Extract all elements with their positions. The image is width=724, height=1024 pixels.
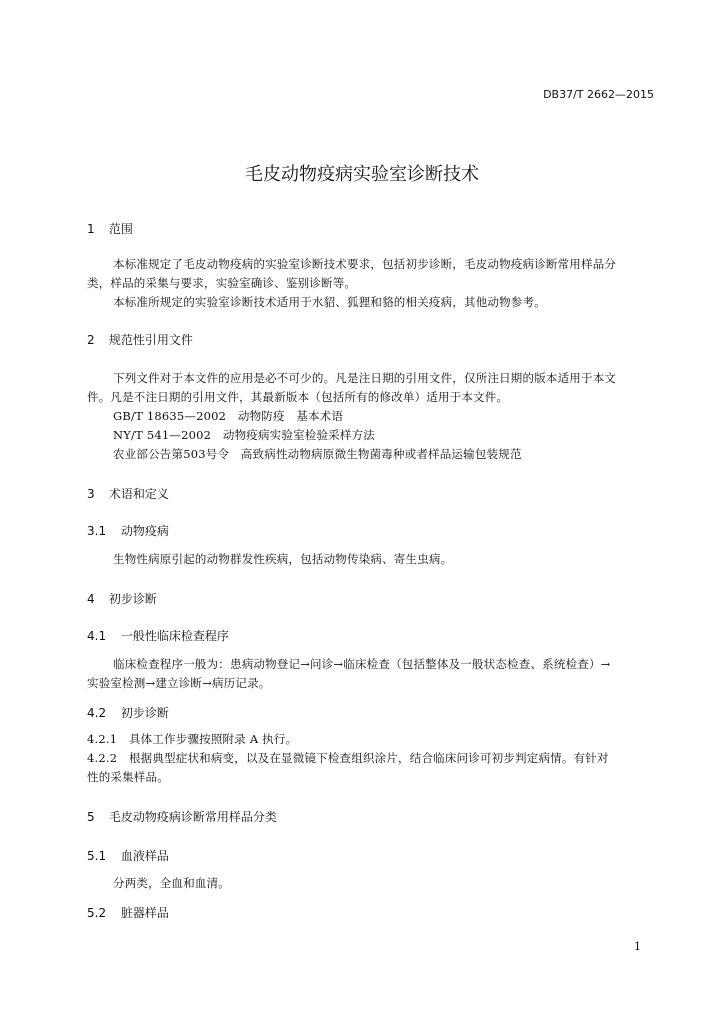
section-title: 毛皮动物疫病诊断常用样品分类 [108,810,277,824]
section-title: 初步诊断 [108,592,157,606]
paragraph: 生物性病原引起的动物群发性疾病，包括动物传染病、寄生虫病。 [113,552,453,566]
section-2-heading [87,331,193,348]
subsection-4-1-heading [87,627,229,644]
subsection-title: 动物疫病 [120,524,169,538]
subsection-number: 4.2 [87,706,107,720]
subsection-title: 初步诊断 [120,706,169,720]
standard-number: DB37/T 2662—2015 [543,88,654,101]
section-4-heading [87,590,157,607]
section-number: 3 [87,487,95,501]
clause-4-2-1: 4.2.1 具体工作步骤按照附录 A 执行。 [87,732,298,746]
clause-4-2-2: 4.2.2 根据典型症状和病变，以及在显微镜下检查组织涂片，结合临床问诊可初步判定病情。有针对 [87,751,609,765]
paragraph: 本标准所规定的实验室诊断技术适用于水貂、狐狸和貉的相关疫病，其他动物参考。 [113,295,546,309]
subsection-5-1-heading [87,847,169,864]
subsection-title: 血液样品 [120,849,169,863]
paragraph: 本标准规定了毛皮动物疫病的实验室诊断技术要求，包括初步诊断，毛皮动物疫病诊断常用样品分 [113,257,617,271]
subsection-number: 4.1 [87,629,107,643]
section-number: 2 [87,333,95,347]
section-1-heading [87,220,133,237]
section-title: 术语和定义 [108,487,169,501]
subsection-title: 一般性临床检查程序 [120,629,229,643]
subsection-title: 脏器样品 [120,906,169,920]
subsection-number: 5.2 [87,906,107,920]
section-5-heading [87,808,277,825]
section-number: 4 [87,592,95,606]
paragraph: 性的采集样品。 [87,770,169,784]
subsection-5-2-heading [87,904,169,921]
section-number: 5 [87,810,95,824]
subsection-3-1-heading [87,522,169,539]
reference-item: 农业部公告第503号令 高致病性动物病原微生物菌毒种或者样品运输包装规范 [113,447,522,461]
paragraph: 实验室检测→建立诊断→病历记录。 [87,676,271,690]
page-number: 1 [634,940,641,953]
section-title: 规范性引用文件 [108,333,193,347]
document-title: 毛皮动物疫病实验室诊断技术 [245,164,479,185]
paragraph: 下列文件对于本文件的应用是必不可少的。凡是注日期的引用文件，仅所注日期的版本适用于本文 [113,371,617,385]
paragraph: 类，样品的采集与要求，实验室确诊、鉴别诊断等。 [87,276,357,290]
subsection-number: 3.1 [87,524,107,538]
reference-item: GB/T 18635—2002 动物防疫 基本术语 [113,409,344,423]
section-title: 范围 [108,222,133,236]
section-3-heading [87,485,169,502]
section-number: 1 [87,222,95,236]
paragraph: 临床检查程序一般为：患病动物登记→问诊→临床检查（包括整体及一般状态检查、系统检查）→ [113,657,611,671]
reference-item: NY/T 541—2002 动物疫病实验室检验采样方法 [113,428,375,442]
paragraph: 分两类，全血和血清。 [113,876,230,890]
paragraph: 件。凡是不注日期的引用文件，其最新版本（包括所有的修改单）适用于本文件。 [87,390,509,404]
subsection-number: 5.1 [87,849,107,863]
subsection-4-2-heading [87,704,169,721]
